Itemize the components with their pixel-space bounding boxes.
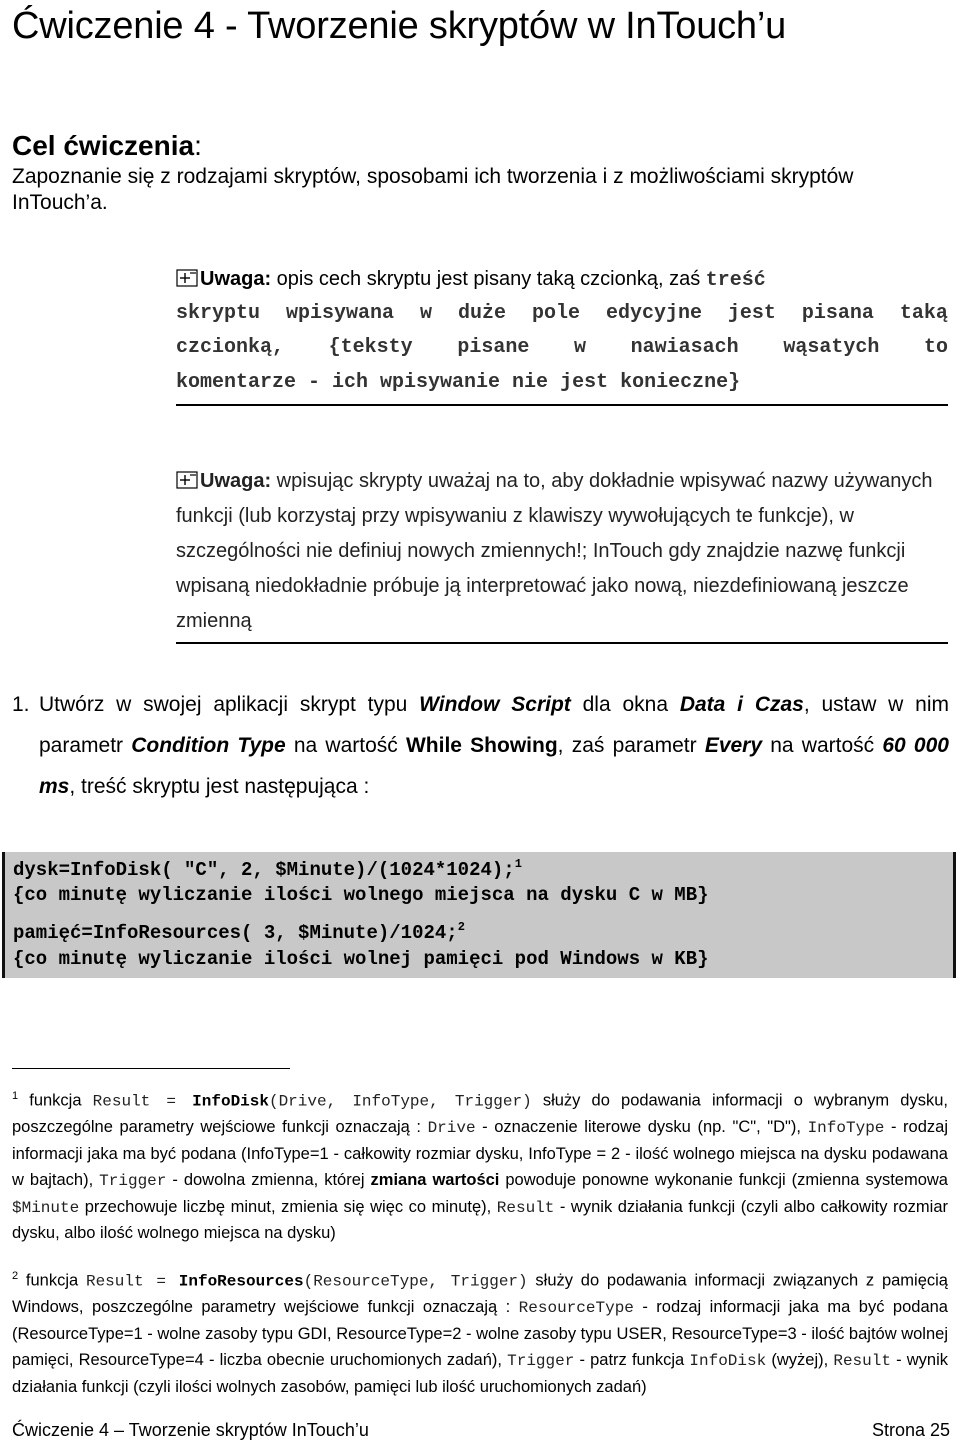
code-line-4: {co minutę wyliczanie ilości wolnej pamięci pod Windows w KB} [13, 948, 709, 970]
fn-text: służy do podawania informacji o wybranym dysku, poszczególne parametry wejściowe funkcji oznaczają : [12, 1091, 948, 1137]
fn-text: (wyżej), [766, 1350, 834, 1369]
task-text-part: , zaś parametr [557, 734, 705, 757]
task-text-part: na wartość [762, 734, 883, 757]
code-line-3 [13, 915, 465, 945]
fn-code: (Drive, InfoType, Trigger) [268, 1092, 532, 1111]
task-value-while-showing: While Showing [405, 734, 558, 757]
note1-line-2 [176, 297, 948, 332]
goal-heading [12, 128, 202, 164]
task-text [39, 684, 949, 807]
footnote-1 [12, 1084, 948, 1247]
note-function-names [176, 464, 948, 639]
fn-text: przechowuje liczbę minut, zmienia się więc co minutę), [79, 1197, 497, 1216]
note2-rule [176, 642, 948, 644]
task-number: 1. [12, 693, 30, 716]
note1-rule [176, 404, 948, 406]
task-text-part: , treść skryptu jest następująca : [69, 775, 370, 798]
note1-word: wpisywana [285, 301, 395, 325]
note1-text: opis cech skryptu jest pisany taką czcionką, zaś [271, 268, 706, 290]
fn-code: InfoType [807, 1119, 885, 1138]
goal-heading-text: Cel ćwiczenia [12, 130, 195, 161]
task-window-name: Data i Czas [679, 693, 804, 716]
note-font-convention [176, 262, 948, 400]
fn-code: Result = [85, 1272, 179, 1291]
note1-word: pisana [801, 301, 874, 325]
fn-code: Trigger [507, 1351, 575, 1370]
fn-text: - rodzaj informacji jaka ma być podana (ResourceType=1 - wolne zasoby typu GDI, ResourceType=2 - wolne zasoby typu USER, ResourceType=3 - ilość bajtów wolnej pamięci, ResourceType=4 - liczba obecnie uruchomionych zadań), [12, 1298, 948, 1369]
fn-emphasis: zmiana wartości [370, 1170, 500, 1189]
note1-word: edycyjne [605, 301, 702, 325]
task-script-type: Window Script [419, 693, 571, 716]
task-param-condition-type: Condition Type [131, 734, 286, 757]
note1-word: wąsatych [783, 336, 880, 359]
task-text-part: dla okna [570, 693, 680, 716]
fn-text: służy do podawania informacji związanych z pamięcią Windows, poszczególne parametry wejściowe funkcji oznaczają : [12, 1271, 948, 1317]
note1-line-4: komentarze - ich wpisywanie nie jest konieczne} [176, 370, 741, 394]
fn-function-name: InfoResources [178, 1272, 304, 1291]
fn-code: Result = [92, 1092, 193, 1111]
fn-code: Result [496, 1198, 555, 1217]
note1-word: to [923, 336, 948, 359]
code-line-1 [13, 852, 522, 882]
task-value-interval: 60 000 ms [39, 734, 949, 798]
footnote-separator [12, 1068, 290, 1069]
footnote-2 [12, 1264, 948, 1400]
footnote-ref-2: 2 [457, 920, 465, 934]
goal-text: Zapoznanie się z rodzajami skryptów, sposobami ich tworzenia i z możliwościami skryptów InTouch’a. [12, 165, 854, 214]
fn-text: - wynik działania funkcji (czyli albo całkowity rozmiar dysku, albo ilość wolnego miejsca na dysku) [12, 1197, 948, 1243]
footer-title: Ćwiczenie 4 – Tworzenie skryptów InTouch’u [12, 1420, 369, 1440]
code-line-1-text: dysk=InfoDisk( "C", 2, $Minute)/(1024*1024); [13, 859, 515, 881]
page-title: Ćwiczenie 4 - Tworzenie skryptów w InTouch’u [12, 5, 787, 47]
fn-code: Result [833, 1351, 891, 1370]
page-footer [12, 1418, 950, 1442]
note2-text: wpisując skrypty uważaj na to, aby dokładnie wpisywać nazwy używanych funkcji (lub korzystaj przy wpisywaniu z klawiszy wywołujących te funkcje), w szczególności nie definiuj nowych zmiennych!; InTouch gdy znajdzie nazwę funkcji wpisaną niedokładnie próbuje ją interpretować jako nową, niezdefiniowaną jeszcze zmienną [176, 470, 933, 632]
note1-word: {teksty [328, 336, 413, 359]
note1-label: Uwaga: [200, 268, 272, 290]
note1-word: w [573, 336, 586, 359]
note-pointer-icon [176, 471, 198, 489]
task-text-part: na wartość [285, 734, 406, 757]
note1-word: taką [899, 301, 948, 325]
note2-body [176, 464, 948, 639]
note1-code-sample: treść [705, 269, 766, 292]
note1-word: duże [457, 301, 506, 325]
fn-code: Trigger [99, 1171, 167, 1190]
note1-word: jest [727, 301, 776, 325]
task-text-part: Utwórz w swojej aplikacji skrypt typu [39, 693, 420, 716]
footnote-1-number: 1 [12, 1090, 19, 1102]
script-code-box [2, 852, 956, 978]
fn-text: funkcja [18, 1271, 86, 1290]
fn-text: - rodzaj informacji jaka ma być podana (InfoType=1 - całkowity rozmiar dysku, InfoType = 2 - ilość wolnego miejsca na dysku podawana w bajtach), [12, 1118, 949, 1189]
code-line-3-text: pamięć=InfoResources( 3, $Minute)/1024; [13, 922, 458, 944]
fn-text: powoduje ponowne wykonanie funkcji (zmienna systemowa [499, 1170, 948, 1189]
fn-code: Drive [427, 1119, 476, 1138]
note1-word: pisane [457, 336, 530, 359]
note1-word: w [419, 301, 432, 325]
fn-text: funkcja [18, 1091, 93, 1110]
fn-code: ResourceType [518, 1299, 634, 1318]
note1-line-1 [176, 262, 948, 297]
note1-line-3 [176, 331, 948, 366]
footnote-2-number: 2 [12, 1270, 19, 1282]
note1-word: czcionką, [176, 336, 285, 359]
note2-label: Uwaga: [200, 470, 272, 492]
fn-code: InfoDisk [689, 1351, 767, 1370]
fn-code: (ResourceType, Trigger) [303, 1272, 528, 1291]
goal-heading-colon: : [194, 130, 202, 161]
fn-code: $Minute [12, 1198, 80, 1217]
footer-page-number: Strona 25 [871, 1420, 950, 1440]
footnote-ref-1: 1 [514, 857, 522, 871]
note1-word: skryptu [176, 301, 261, 325]
fn-text: - dowolna zmienna, której [166, 1170, 371, 1189]
fn-text: - wynik działania funkcji (czyli ilości wolnych zasobów, pamięci lub ilość uruchomionych zadań) [12, 1350, 949, 1396]
note-pointer-icon [176, 269, 198, 287]
note1-word: nawiasach [630, 336, 739, 359]
fn-text: - patrz funkcja [574, 1350, 690, 1369]
code-line-2: {co minutę wyliczanie ilości wolnego miejsca na dysku C w MB} [13, 884, 709, 906]
fn-text: - oznaczenie literowe dysku (np. "C", "D"), [475, 1118, 808, 1137]
task-text-part: , ustaw w nim parametr [39, 693, 949, 757]
task-param-every: Every [704, 734, 763, 757]
fn-function-name: InfoDisk [192, 1092, 269, 1111]
note1-word: pole [531, 301, 580, 325]
